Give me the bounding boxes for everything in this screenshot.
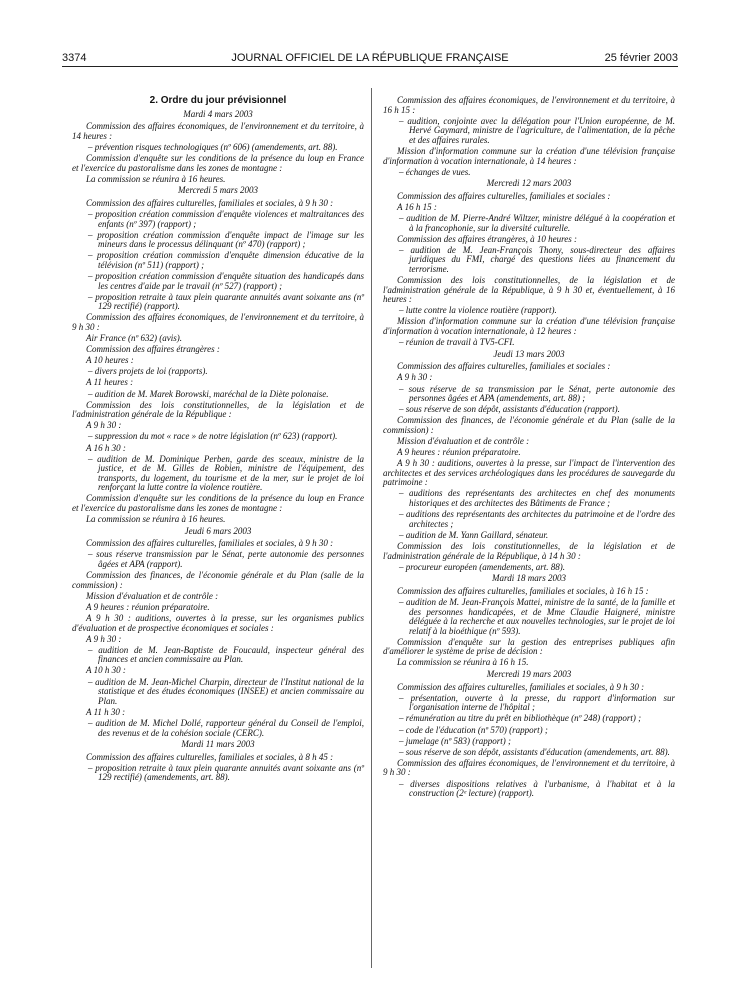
paragraph: Mission d'information commune sur la création d'une télévision française d'information à vocation internationale, à 14 heures : [383,145,675,166]
paragraph: Commission des lois constitutionnelles, de la législation et de l'administration générale de la République : [72,399,364,420]
date-heading: Mardi 18 mars 2003 [492,573,566,584]
paragraph: A 9 heures : réunion préparatoire. [86,601,210,612]
paragraph: Commission des affaires culturelles, familiales et sociales, à 9 h 30 : [86,538,334,549]
agenda-item: – audition de M. Jean-Michel Charpin, directeur de l'Institut national de la statistique et des études économiques (INSEE) et ancien commissaire au Plan. [88,676,364,706]
agenda-item: – lutte contre la violence routière (rapport). [399,305,557,316]
time-label: A 16 h 30 : [86,442,126,453]
column-divider [371,88,372,968]
right-column [383,96,675,800]
left-column [72,96,364,785]
agenda-item: – rémunération au titre du prêt en bibliothèque (nº 248) (rapport) ; [399,713,642,724]
paragraph: Commission d'enquête sur les conditions de la présence du loup en France et l'exercice du pastoralisme dans les zones de montagne : [72,152,364,173]
agenda-item: – audition de M. Dominique Perben, garde des sceaux, ministre de la justice, et de M. Gilles de Robien, ministre de l'équipement, des transports, du logement, du tourisme et de la mer, sur le projet de loi renforçant la lutte contre la violence routière. [88,453,364,493]
paragraph: Mission d'évaluation et de contrôle : [86,590,219,601]
agenda-item: – proposition retraite à taux plein quarante annuités avant soixante ans (nº 129 rectifié) (amendements, art. 88). [88,762,364,783]
paragraph: La commission se réunira à 16 h 15. [397,657,529,668]
paragraph: Commission des affaires culturelles, familiales et sociales, à 8 h 45 : [86,751,334,762]
agenda-item: – proposition retraite à taux plein quarante annuités avant soixante ans (nº 129 rectifié) (rapport). [88,291,364,312]
date-heading: Mercredi 12 mars 2003 [486,178,572,189]
date-heading: Mardi 4 mars 2003 [183,108,253,119]
agenda-item: – présentation, ouverte à la presse, du rapport d'information sur l'organisation interne de l'hôpital ; [399,692,675,713]
paragraph: Commission des affaires économiques, de l'environnement et du territoire, à 16 h 15 : [383,95,675,115]
agenda-item: – sous réserve transmission par le Sénat, perte autonomie des personnes âgées et APA (rapport). [88,549,364,570]
paragraph: La commission se réunira à 16 heures. [86,173,226,184]
paragraph: A 9 heures : réunion préparatoire. [397,447,521,458]
paragraph: Commission des lois constitutionnelles, de la législation et de l'administration générale de la République, à 14 h 30 : [383,540,675,561]
time-label: A 11 h 30 : [86,706,126,717]
paragraph: Mission d'information commune sur la création d'une télévision française d'information à vocation internationale, à 12 heures : [383,316,675,337]
paragraph: A 9 h 30 : auditions, ouvertes à la presse, sur l'impact de l'intervention des architectes et des services archéologiques dans les procédures de sauvegarde du patrimoine : [383,458,675,488]
agenda-item: – prévention risques technologiques (nº 606) (amendements, art. 88). [88,141,338,152]
journal-title: JOURNAL OFFICIEL DE LA RÉPUBLIQUE FRANÇAISE [231,52,509,64]
time-label: A 9 h 30 : [397,372,433,383]
date-heading: Jeudi 13 mars 2003 [493,348,565,359]
agenda-item: – sous réserve de son dépôt, assistants d'éducation (rapport). [399,404,620,415]
paragraph: Commission des affaires économiques, de l'environnement et du territoire, à 9 h 30 : [383,757,675,778]
section-title: 2. Ordre du jour prévisionnel [149,95,287,106]
paragraph: Commission des finances, de l'économie générale et du Plan (salle de la commission) : [383,415,675,435]
paragraph: Commission des affaires économiques, de l'environnement et du territoire, à 9 h 30 : [72,312,364,332]
time-label: A 9 h 30 : [86,633,122,644]
agenda-item: – proposition création commission d'enquête situation des handicapés dans les centres d'aide par le travail (nº 527) (rapport) ; [88,271,364,291]
paragraph: Commission des affaires culturelles, familiales et sociales, à 9 h 30 : [86,197,334,208]
agenda-item: – audition, conjointe avec la délégation pour l'Union européenne, de M. Hervé Gaymard, ministre de l'agriculture, de l'alimentation, de la pêche et des affaires rurales. [399,115,675,145]
paragraph: Commission des finances, de l'économie générale et du Plan (salle de la commission) : [72,570,364,590]
page-header [62,52,678,66]
header-rule [62,66,678,67]
paragraph: Commission des affaires culturelles, familiales et sociales, à 16 h 15 : [397,585,649,596]
agenda-item: – audition de M. Jean-François Mattei, ministre de la santé, de la famille et des personnes handicapées, et de Mme Claudie Haigneré, ministre déléguée à la recherche et aux nouvelles technologies, sur le projet de loi relatif à la bioéthique (nº 593). [399,596,675,636]
time-label: A 16 h 15 : [397,201,437,212]
agenda-item: – sous réserve de sa transmission par le Sénat, perte autonomie des personnes âgées et APA (amendements, art. 88) ; [399,383,675,404]
time-label: A 9 h 30 : [86,420,122,431]
agenda-item: – échanges de vues. [399,166,471,177]
agenda-item: – proposition création commission d'enquête impact de l'image sur les mineurs dans le processus délinquant (nº 470) (rapport) ; [88,229,364,250]
paragraph: Commission d'enquête sur les conditions de la présence du loup en France et l'exercice du pastoralisme dans les zones de montagne : [72,493,364,514]
paragraph: A 9 h 30 : auditions, ouvertes à la presse, sur les organismes publics d'évaluation et de prospective économiques et sociales : [72,613,364,633]
paragraph: Commission des affaires culturelles, familiales et sociales, à 9 h 30 : [397,681,645,692]
agenda-item: – proposition création commission d'enquête dimension éducative de la télévision (nº 511) (rapport) ; [88,250,364,270]
paragraph: Commission des affaires culturelles, familiales et sociales : [397,190,611,201]
agenda-item: – auditions des représentants des architectes en chef des monuments historiques et des architectes des Bâtiments de France ; [399,488,675,509]
paragraph: La commission se réunira à 16 heures. [86,514,226,525]
paragraph: Commission des lois constitutionnelles, de la législation et de l'administration générale de la République, à 9 h 30 et, éventuellement, à 16 heures : [383,275,675,305]
paragraph: Air France (nº 632) (avis). [86,333,183,344]
paragraph: Commission des affaires économiques, de l'environnement et du territoire, à 14 heures : [72,121,364,141]
agenda-item: – divers projets de loi (rapports). [88,366,208,377]
agenda-item: – audition de M. Jean-Baptiste de Foucauld, inspecteur général des finances et ancien commissaire au Plan. [88,644,364,665]
time-label: A 11 heures : [86,377,134,388]
agenda-item: – audition de M. Michel Dollé, rapporteur général du Conseil de l'emploi, des revenus et de la cohésion sociale (CERC). [88,717,364,738]
agenda-item: – jumelage (nº 583) (rapport) ; [399,735,512,746]
date-heading: Jeudi 6 mars 2003 [184,525,252,536]
agenda-item: – audition de M. Marek Borowski, maréchal de la Diète polonaise. [88,388,329,399]
time-label: A 10 heures : [86,355,134,366]
agenda-item: – réunion de travail à TV5-CFI. [399,337,515,348]
agenda-item: – proposition création commission d'enquête violences et maltraitances des enfants (nº 397) (rapport) ; [88,208,364,229]
agenda-item: – procureur européen (amendements, art. 88). [399,561,565,572]
date-heading: Mardi 11 mars 2003 [181,739,255,750]
agenda-item: – audition de M. Yann Gaillard, sénateur. [399,529,549,540]
issue-date: 25 février 2003 [604,52,678,64]
agenda-item: – code de l'éducation (nº 570) (rapport) ; [399,724,548,735]
paragraph: Commission des affaires culturelles, familiales et sociales : [397,361,611,372]
agenda-item: – auditions des représentants des architectes du patrimoine et de l'ordre des architectes ; [399,509,675,529]
paragraph: Commission des affaires étrangères, à 10 heures : [397,233,577,244]
agenda-item: – audition de M. Jean-François Thony, sous-directeur des affaires juridiques du FMI, chargé des questions liées au financement du terrorisme. [399,244,675,274]
paragraph: Commission d'enquête sur la gestion des entreprises publiques afin d'améliorer le système de prise de décision : [383,636,675,657]
date-heading: Mercredi 19 mars 2003 [486,669,572,680]
agenda-item: – audition de M. Pierre-André Wiltzer, ministre délégué à la coopération et à la francophonie, sur la diversité culturelle. [399,213,675,233]
agenda-item: – diverses dispositions relatives à l'urbanisme, à l'habitat et à la construction (2ᵉ lecture) (rapport). [399,778,675,799]
date-heading: Mercredi 5 mars 2003 [177,185,259,196]
page-number: 3374 [62,52,87,64]
time-label: A 10 h 30 : [86,665,126,676]
paragraph: Mission d'évaluation et de contrôle : [397,436,530,446]
paragraph: Commission des affaires étrangères : [86,344,220,355]
agenda-item: – suppression du mot « race » de notre législation (nº 623) (rapport). [88,431,338,442]
agenda-item: – sous réserve de son dépôt, assistants d'éducation (amendements, art. 88). [399,746,670,757]
